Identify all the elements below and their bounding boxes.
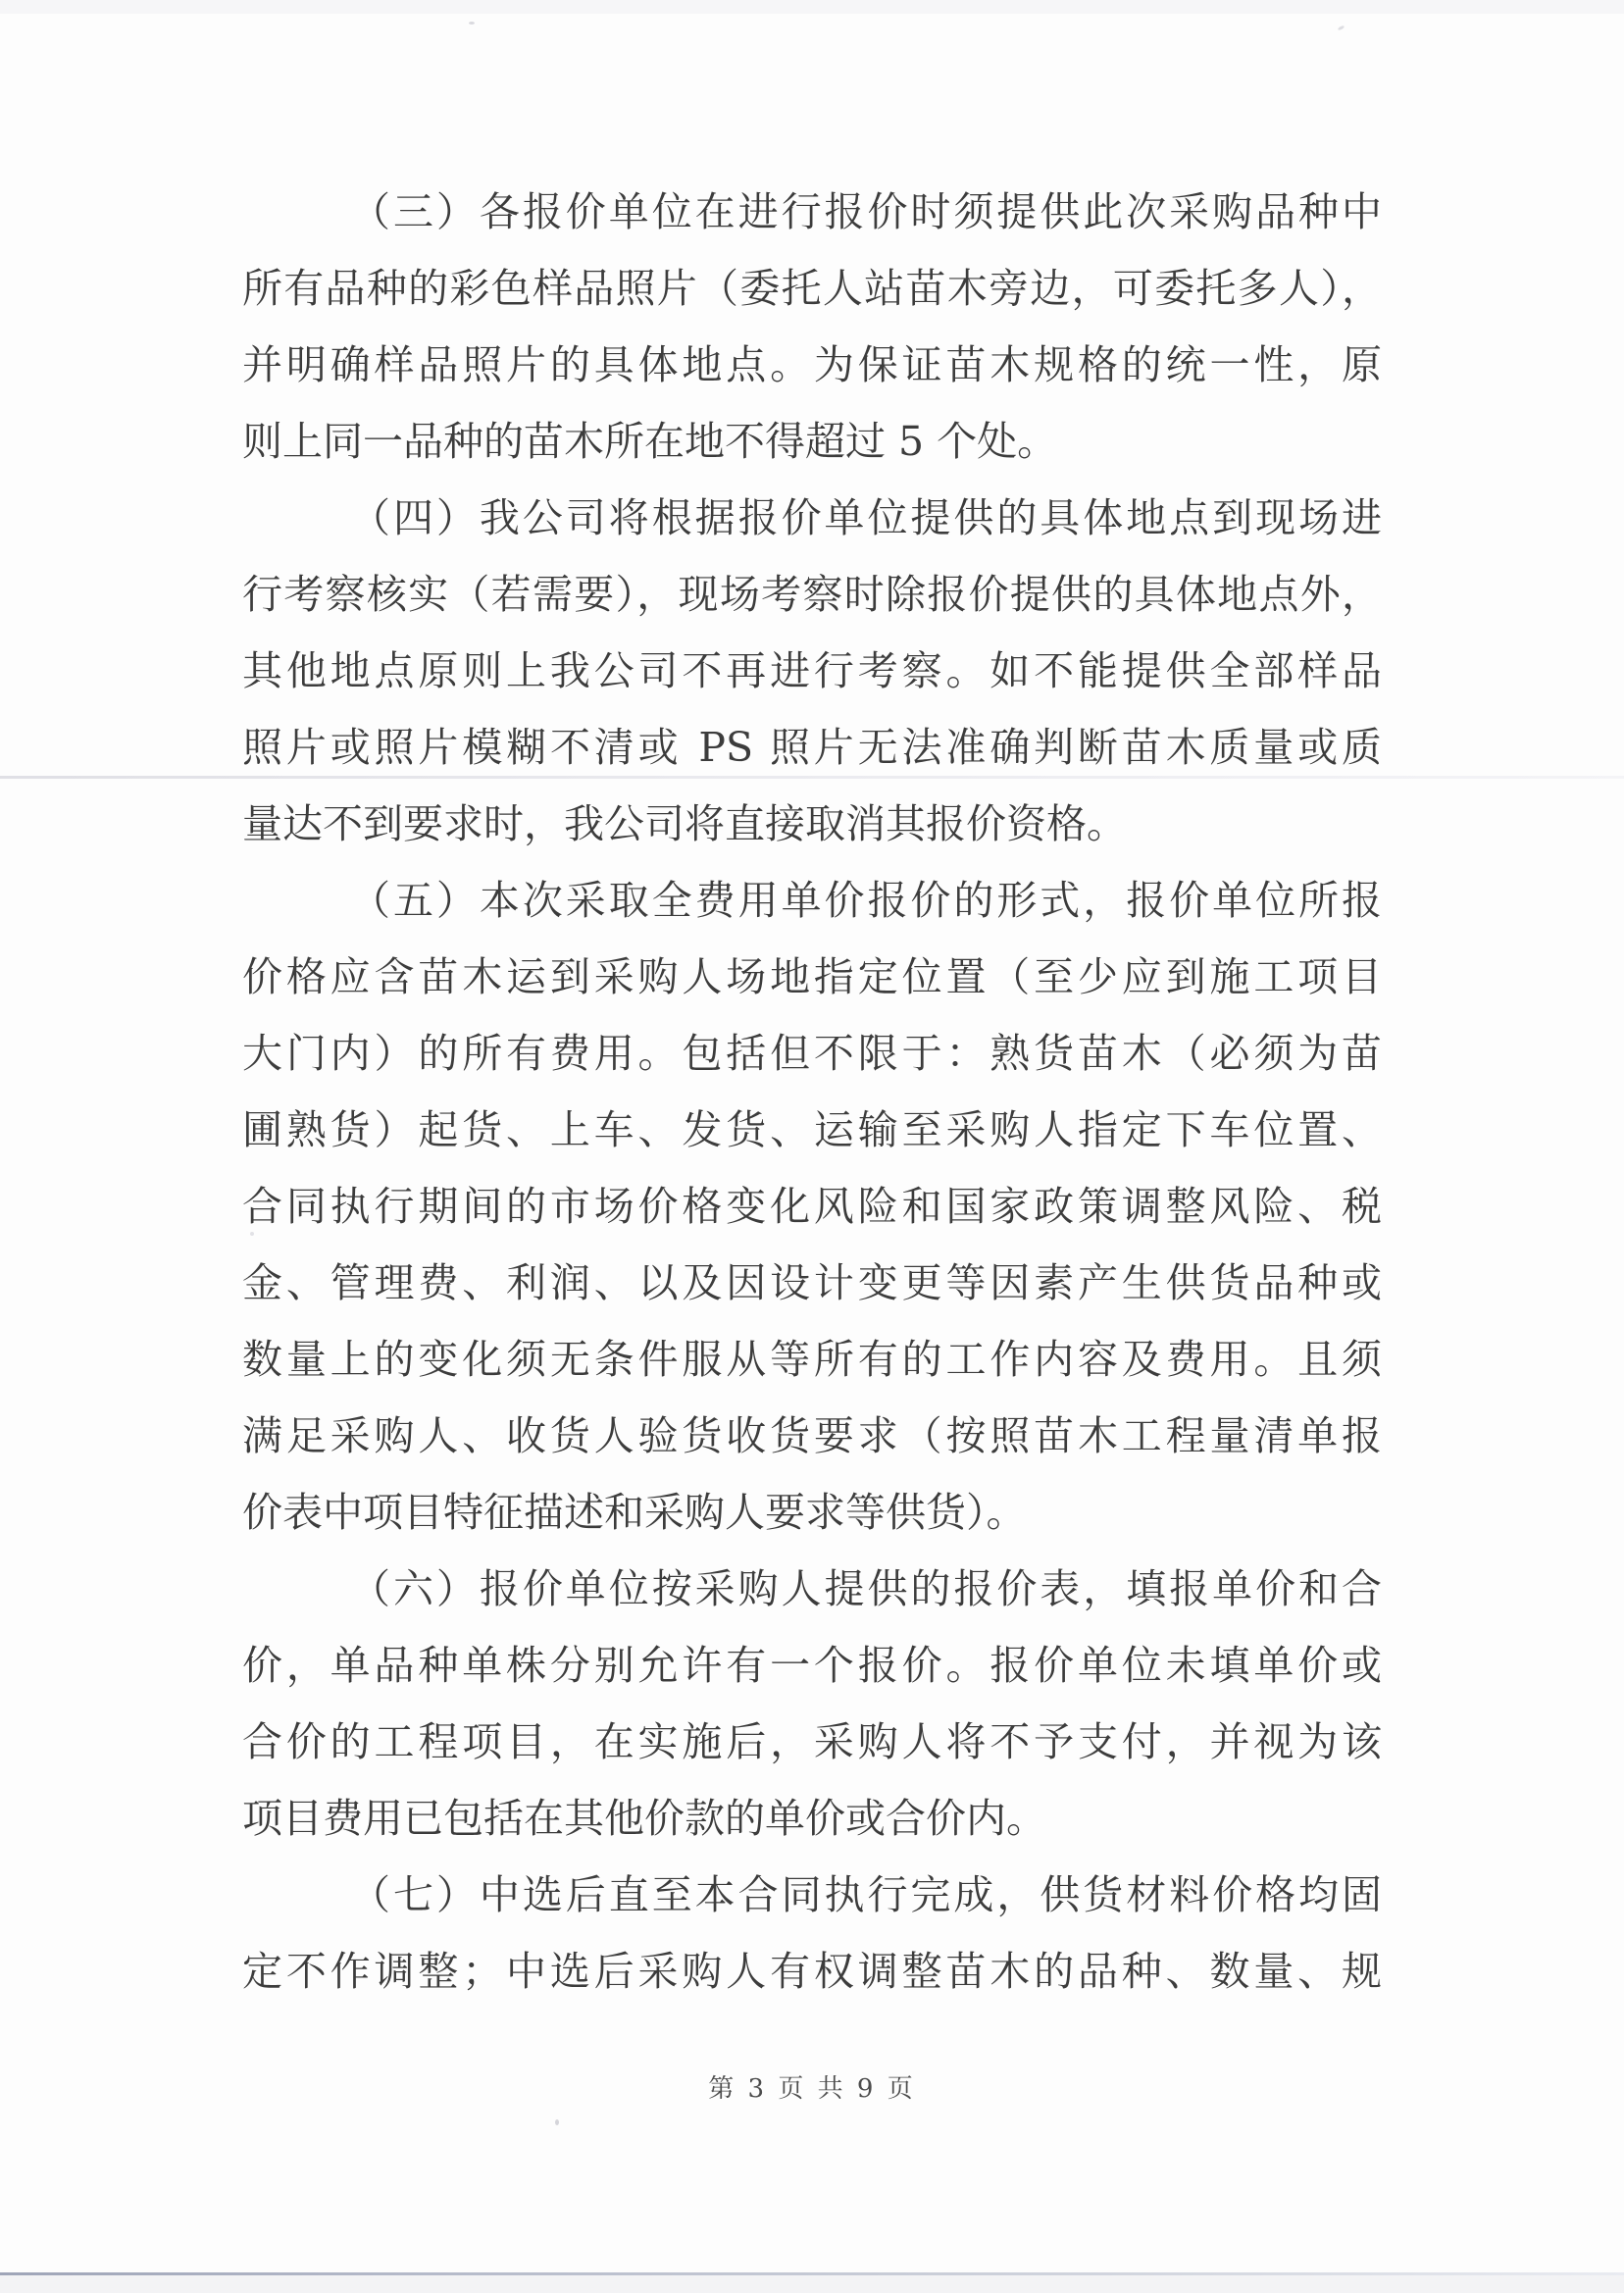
text-line: （五）本次采取全费用单价报价的形式，报价单位所报 xyxy=(350,877,1382,924)
text-line: （七）中选后直至本合同执行完成，供货材料价格均固 xyxy=(350,1871,1382,1918)
text-line: 价格应含苗木运到采购人场地指定位置（至少应到施工项目 xyxy=(242,953,1382,1000)
text-line: 合同执行期间的市场价格变化风险和国家政策调整风险、税 xyxy=(242,1183,1382,1230)
paragraph xyxy=(242,862,1382,1551)
text-line: 合价的工程项目，在实施后，采购人将不予支付，并视为该 xyxy=(242,1718,1382,1765)
paragraph xyxy=(242,174,1382,480)
paragraph xyxy=(242,480,1382,862)
text-line: 量达不到要求时，我公司将直接取消其报价资格。 xyxy=(242,800,1127,847)
scan-artifact-line xyxy=(0,776,1624,779)
scan-speck xyxy=(1338,25,1345,31)
text-line: 价表中项目特征描述和采购人要求等供货）。 xyxy=(242,1489,1027,1536)
text-line: 项目费用已包括在其他价款的单价或合价内。 xyxy=(242,1795,1046,1842)
text-line: 其他地点原则上我公司不再进行考察。如不能提供全部样品 xyxy=(242,647,1382,694)
page-footer xyxy=(0,2071,1624,2107)
text-line: 金、管理费、利润、以及因设计变更等因素产生供货品种或 xyxy=(242,1259,1382,1306)
scan-speck xyxy=(469,22,475,25)
text-line: 满足采购人、收货人验货收货要求（按照苗木工程量清单报 xyxy=(242,1412,1382,1459)
scan-speck xyxy=(250,1232,254,1236)
text-line: 行考察核实（若需要），现场考察时除报价提供的具体地点外， xyxy=(242,571,1382,618)
text-line: 价，单品种单株分别允许有一个报价。报价单位未填单价或 xyxy=(242,1642,1382,1689)
text-line: （三）各报价单位在进行报价时须提供此次采购品种中 xyxy=(350,188,1382,235)
paragraph xyxy=(242,1857,1382,2010)
text-line: （四）我公司将根据报价单位提供的具体地点到现场进 xyxy=(350,494,1382,541)
text-line: 大门内）的所有费用。包括但不限于：熟货苗木（必须为苗 xyxy=(242,1030,1382,1077)
scan-edge-top xyxy=(0,0,1624,14)
text-line: 所有品种的彩色样品照片（委托人站苗木旁边，可委托多人）， xyxy=(242,265,1382,312)
text-line: 数量上的变化须无条件服从等所有的工作内容及费用。且须 xyxy=(242,1336,1382,1383)
scan-edge-bottom xyxy=(0,2275,1624,2293)
text-line: 圃熟货）起货、上车、发货、运输至采购人指定下车位置、 xyxy=(242,1106,1382,1153)
scan-speck xyxy=(555,2119,559,2125)
text-line: （六）报价单位按采购人提供的报价表，填报单价和合 xyxy=(350,1565,1382,1612)
text-line: 定不作调整；中选后采购人有权调整苗木的品种、数量、规 xyxy=(242,1948,1382,1995)
text-line: 则上同一品种的苗木所在地不得超过 5 个处。 xyxy=(242,418,1058,465)
text-line: 并明确样品照片的具体地点。为保证苗木规格的统一性，原 xyxy=(242,341,1382,388)
text-block xyxy=(242,174,1382,2010)
text-line: 照片或照片模糊不清或 PS 照片无法准确判断苗木质量或质 xyxy=(242,724,1382,771)
paragraph xyxy=(242,1551,1382,1857)
page-number: 第 3 页 共 9 页 xyxy=(708,2074,916,2104)
